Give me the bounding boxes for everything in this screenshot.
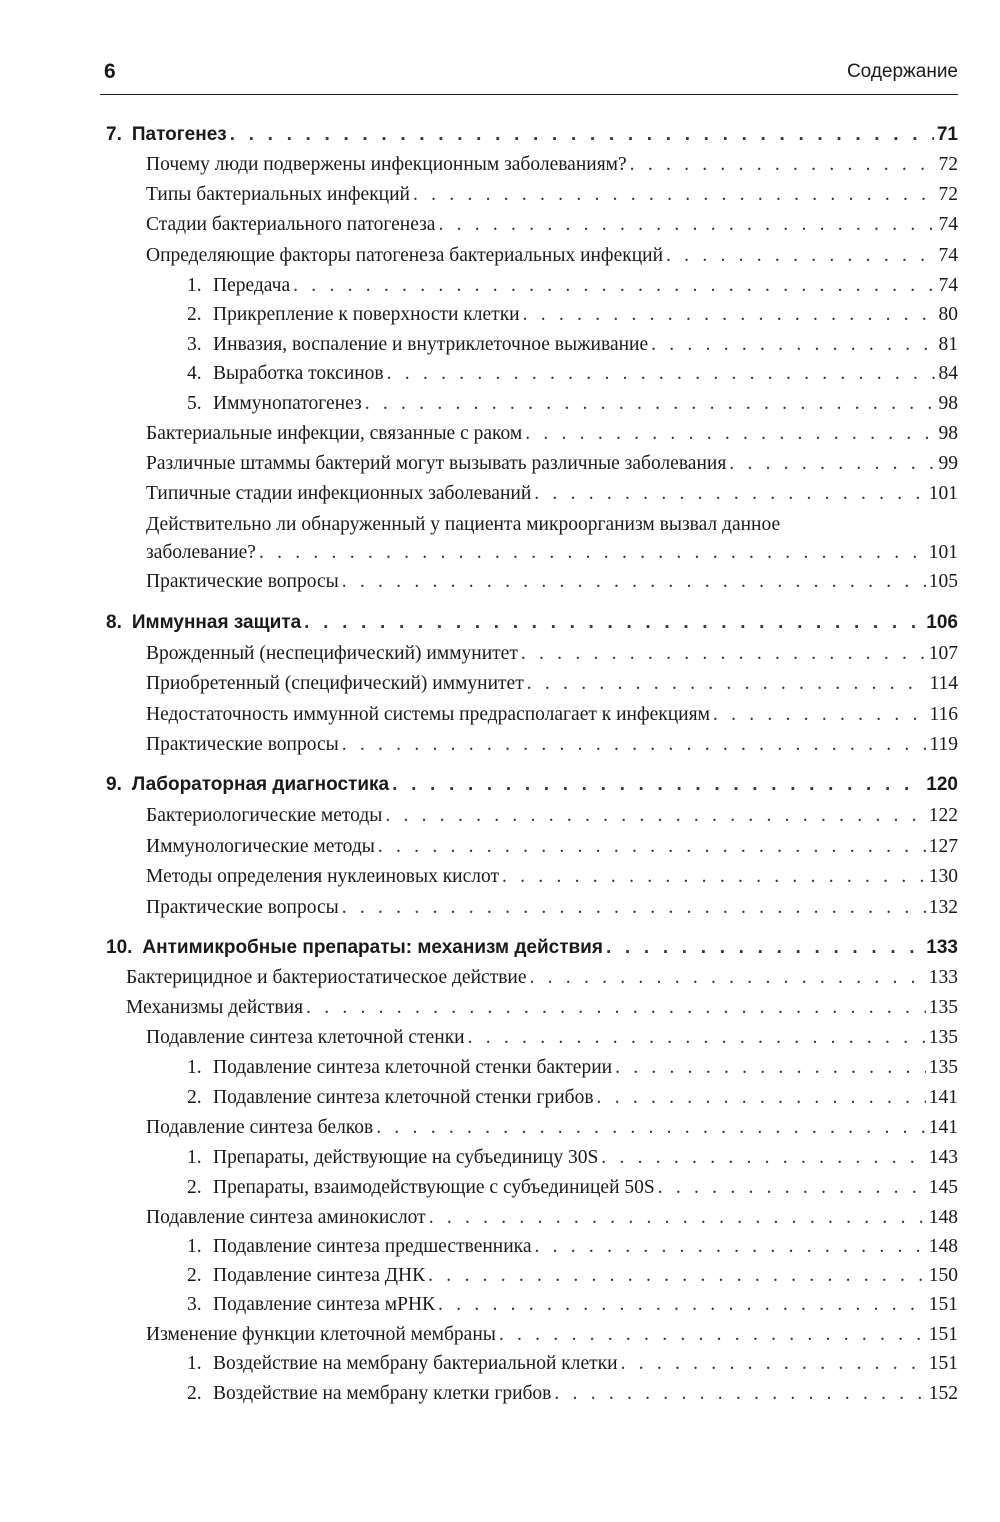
chapter-title: Лабораторная диагностика — [131, 774, 390, 795]
page-ref: 133 — [928, 967, 958, 988]
dot-leader — [615, 1053, 926, 1083]
dot-leader — [259, 538, 926, 568]
page-ref: 74 — [938, 275, 958, 296]
entry-label: Воздействие на мембрану бактериальной клетки — [213, 1353, 618, 1374]
chapter-number: 8. — [106, 612, 122, 633]
entry-number: 2. — [187, 1177, 202, 1198]
toc-subentry[interactable] — [187, 1173, 958, 1203]
toc-entry[interactable] — [146, 1113, 958, 1143]
entry-number: 3. — [187, 334, 202, 355]
toc-subentry[interactable] — [187, 1290, 958, 1320]
chapter-title: Антимикробные препараты: механизм действия — [142, 937, 603, 958]
page-ref: 101 — [928, 483, 958, 504]
entry-label: Подавление синтеза клеточной стенки грибов — [213, 1087, 594, 1108]
dot-leader — [387, 359, 936, 389]
entry-label: Подавление синтеза белков — [146, 1117, 374, 1138]
entry-number: 2. — [187, 1087, 202, 1108]
toc-entry[interactable] — [146, 862, 958, 892]
dot-leader — [729, 449, 935, 479]
chapter-title: Патогенез — [131, 124, 227, 145]
dot-leader — [527, 669, 927, 699]
dot-leader — [534, 1232, 925, 1262]
entry-number: 2. — [187, 304, 202, 325]
toc-subentry[interactable] — [187, 300, 958, 330]
dot-leader — [342, 567, 926, 597]
toc-subentry[interactable] — [187, 1349, 958, 1379]
entry-label: Подавление синтеза клеточной стенки — [146, 1027, 465, 1048]
chapter-number: 10. — [106, 937, 133, 958]
dot-leader — [651, 330, 935, 360]
dot-leader — [365, 389, 936, 419]
toc-entry[interactable] — [146, 479, 958, 509]
page-ref: 132 — [928, 897, 958, 918]
page-ref: 135 — [928, 1057, 958, 1078]
page-ref: 98 — [938, 393, 958, 414]
toc-chapter-8[interactable] — [106, 608, 958, 638]
page-ref: 107 — [928, 643, 958, 664]
entry-number: 4. — [187, 363, 202, 384]
dot-leader — [342, 893, 926, 923]
entry-label: Препараты, действующие на субъединицу 30S — [213, 1147, 599, 1168]
dot-leader — [621, 1349, 926, 1379]
entry-label: Выработка токсинов — [213, 363, 384, 384]
entry-number: 2. — [187, 1265, 202, 1286]
dot-leader — [304, 608, 923, 638]
dot-leader — [658, 1173, 926, 1203]
dot-leader — [468, 1023, 926, 1053]
page-ref: 141 — [928, 1087, 958, 1108]
section-title: Содержание — [846, 61, 958, 82]
page-ref: 105 — [928, 571, 958, 592]
entry-label: Подавление синтеза предшественника — [213, 1236, 532, 1257]
toc-entry[interactable] — [146, 669, 958, 699]
toc-entry[interactable] — [146, 241, 958, 271]
entry-label: Недостаточность иммунной системы предрасполагает к инфекциям — [146, 704, 710, 725]
entry-label: Подавление синтеза ДНК — [213, 1265, 426, 1286]
toc-subentry[interactable] — [187, 1379, 958, 1409]
entry-label: Типы бактериальных инфекций — [146, 184, 410, 205]
page-ref: 99 — [938, 453, 958, 474]
entry-label: Подавление синтеза мРНК — [213, 1294, 436, 1315]
entry-label: Бактериальные инфекции, связанные с раком — [146, 423, 523, 444]
page-ref: 72 — [938, 184, 958, 205]
entry-number: 1. — [187, 275, 202, 296]
toc-entry[interactable] — [146, 538, 958, 568]
page-ref: 114 — [929, 673, 958, 694]
toc-entry[interactable] — [146, 180, 958, 210]
entry-label: Механизмы действия — [126, 997, 304, 1018]
toc-entry[interactable] — [146, 1203, 958, 1233]
entry-label: Прикрепление к поверхности клетки — [213, 304, 520, 325]
chapter-title: Иммунная защита — [131, 612, 302, 633]
entry-number: 1. — [187, 1057, 202, 1078]
toc-entry[interactable] — [126, 993, 958, 1023]
toc-chapter-10[interactable] — [106, 933, 958, 963]
toc-entry[interactable] — [146, 419, 958, 449]
page-number: 6 — [104, 60, 116, 83]
page-ref: 72 — [938, 154, 958, 175]
chapter-number: 7. — [106, 124, 122, 145]
dot-leader — [306, 993, 926, 1023]
page-ref: 151 — [928, 1324, 958, 1345]
toc-entry[interactable] — [146, 210, 958, 240]
page-ref: 106 — [926, 612, 958, 633]
page-ref: 130 — [928, 866, 958, 887]
dot-leader — [601, 1143, 925, 1173]
dot-leader — [378, 832, 926, 862]
entry-label: Методы определения нуклеиновых кислот — [146, 866, 500, 887]
toc-entry[interactable] — [126, 963, 958, 993]
dot-leader — [376, 1113, 926, 1143]
page-ref: 135 — [928, 1027, 958, 1048]
toc-subentry[interactable] — [187, 1083, 958, 1113]
toc-entry[interactable] — [146, 801, 958, 831]
entry-label: Практические вопросы — [146, 571, 339, 592]
dot-leader — [438, 210, 935, 240]
page-ref: 127 — [928, 836, 958, 857]
toc-entry[interactable] — [146, 639, 958, 669]
entry-label: Иммунологические методы — [146, 836, 375, 857]
toc-entry[interactable] — [146, 1023, 958, 1053]
chapter-number: 9. — [106, 774, 122, 795]
entry-label: Врожденный (неспецифический) иммунитет — [146, 643, 518, 664]
entry-label: Определяющие факторы патогенеза бактериальных инфекций — [146, 245, 664, 266]
dot-leader — [502, 862, 926, 892]
entry-label: Стадии бактериального патогенеза — [146, 214, 436, 235]
dot-leader — [713, 700, 927, 730]
entry-label: Иммунопатогенез — [213, 393, 362, 414]
page-ref: 74 — [938, 245, 958, 266]
entry-number: 5. — [187, 393, 202, 414]
entry-label: Инвазия, воспаление и внутриклеточное выживание — [213, 334, 649, 355]
page-ref: 148 — [928, 1236, 958, 1257]
page-ref: 152 — [928, 1383, 958, 1404]
page-ref: 122 — [928, 805, 958, 826]
entry-number: 1. — [187, 1147, 202, 1168]
entry-label: Бактериологические методы — [146, 805, 383, 826]
dot-leader — [429, 1203, 926, 1233]
toc-subentry[interactable] — [187, 389, 958, 419]
entry-number: 1. — [187, 1236, 202, 1257]
toc-subentry[interactable] — [187, 330, 958, 360]
entry-label: Подавление синтеза клеточной стенки бактерии — [213, 1057, 613, 1078]
dot-leader — [392, 770, 923, 800]
page-ref: 119 — [929, 734, 958, 755]
toc-subentry[interactable] — [187, 1053, 958, 1083]
page-ref: 84 — [938, 363, 958, 384]
entry-label: Передача — [213, 275, 291, 296]
toc-entry-first-line: Действительно ли обнаруженный у пациента микроорганизм вызвал данное — [146, 514, 781, 535]
toc-entry[interactable] — [146, 700, 958, 730]
toc-entry[interactable] — [146, 832, 958, 862]
entry-label: Почему люди подвержены инфекционным заболеваниям? — [146, 154, 627, 175]
page-ref: 143 — [928, 1147, 958, 1168]
entry-label: Воздействие на мембрану клетки грибов — [213, 1383, 552, 1404]
dot-leader — [385, 801, 925, 831]
entry-number: 3. — [187, 1294, 202, 1315]
page-ref: 145 — [928, 1177, 958, 1198]
toc-entry[interactable] — [146, 730, 958, 760]
dot-leader — [534, 479, 925, 509]
dot-leader — [499, 1320, 926, 1350]
page-ref: 148 — [928, 1207, 958, 1228]
dot-leader — [597, 1083, 926, 1113]
page-ref: 133 — [926, 937, 958, 958]
dot-leader — [530, 963, 926, 993]
toc-subentry[interactable] — [187, 271, 958, 301]
toc-entry[interactable] — [146, 567, 958, 597]
dot-leader — [523, 300, 936, 330]
dot-leader — [554, 1379, 925, 1409]
entry-label: Практические вопросы — [146, 734, 339, 755]
page-ref: 74 — [938, 214, 958, 235]
dot-leader — [521, 639, 926, 669]
entry-label: Практические вопросы — [146, 897, 339, 918]
dot-leader — [428, 1261, 926, 1291]
page-ref: 81 — [938, 334, 958, 355]
page-ref: 151 — [928, 1294, 958, 1315]
page-ref: 150 — [928, 1265, 958, 1286]
entry-label: Бактерицидное и бактериостатическое действие — [126, 967, 527, 988]
page-ref: 98 — [938, 423, 958, 444]
toc-entry[interactable] — [146, 449, 958, 479]
dot-leader — [293, 271, 935, 301]
toc-entry[interactable] — [146, 1320, 958, 1350]
page-ref: 71 — [936, 124, 958, 145]
page-ref: 135 — [928, 997, 958, 1018]
entry-label: Приобретенный (специфический) иммунитет — [146, 673, 524, 694]
toc-subentry[interactable] — [187, 1232, 958, 1262]
dot-leader — [438, 1290, 926, 1320]
toc-chapter-7[interactable] — [106, 120, 958, 150]
dot-leader — [630, 150, 936, 180]
toc-subentry[interactable] — [187, 1143, 958, 1173]
entry-label: Типичные стадии инфекционных заболеваний — [146, 483, 532, 504]
page-ref: 101 — [928, 542, 958, 563]
toc-entry[interactable] — [146, 893, 958, 923]
dot-leader — [342, 730, 927, 760]
entry-label: заболевание? — [146, 542, 256, 563]
page-ref: 120 — [926, 774, 958, 795]
page-ref: 141 — [928, 1117, 958, 1138]
entry-label: Изменение функции клеточной мембраны — [146, 1324, 496, 1345]
toc-subentry[interactable] — [187, 1261, 958, 1291]
dot-leader — [230, 120, 934, 150]
entry-label: Препараты, взаимодействующие с субъединицей 50S — [213, 1177, 655, 1198]
dot-leader — [525, 419, 935, 449]
entry-label: Подавление синтеза аминокислот — [146, 1207, 426, 1228]
entry-label: Различные штаммы бактерий могут вызывать различные заболевания — [146, 453, 727, 474]
page-ref: 116 — [929, 704, 958, 725]
toc-entry[interactable] — [146, 150, 958, 180]
dot-leader — [606, 933, 923, 963]
page-ref: 80 — [938, 304, 958, 325]
page-ref: 151 — [928, 1353, 958, 1374]
entry-number: 2. — [187, 1383, 202, 1404]
dot-leader — [413, 180, 936, 210]
toc-chapter-9[interactable] — [106, 770, 958, 800]
entry-number: 1. — [187, 1353, 202, 1374]
dot-leader — [666, 241, 935, 271]
toc-subentry[interactable] — [187, 359, 958, 389]
